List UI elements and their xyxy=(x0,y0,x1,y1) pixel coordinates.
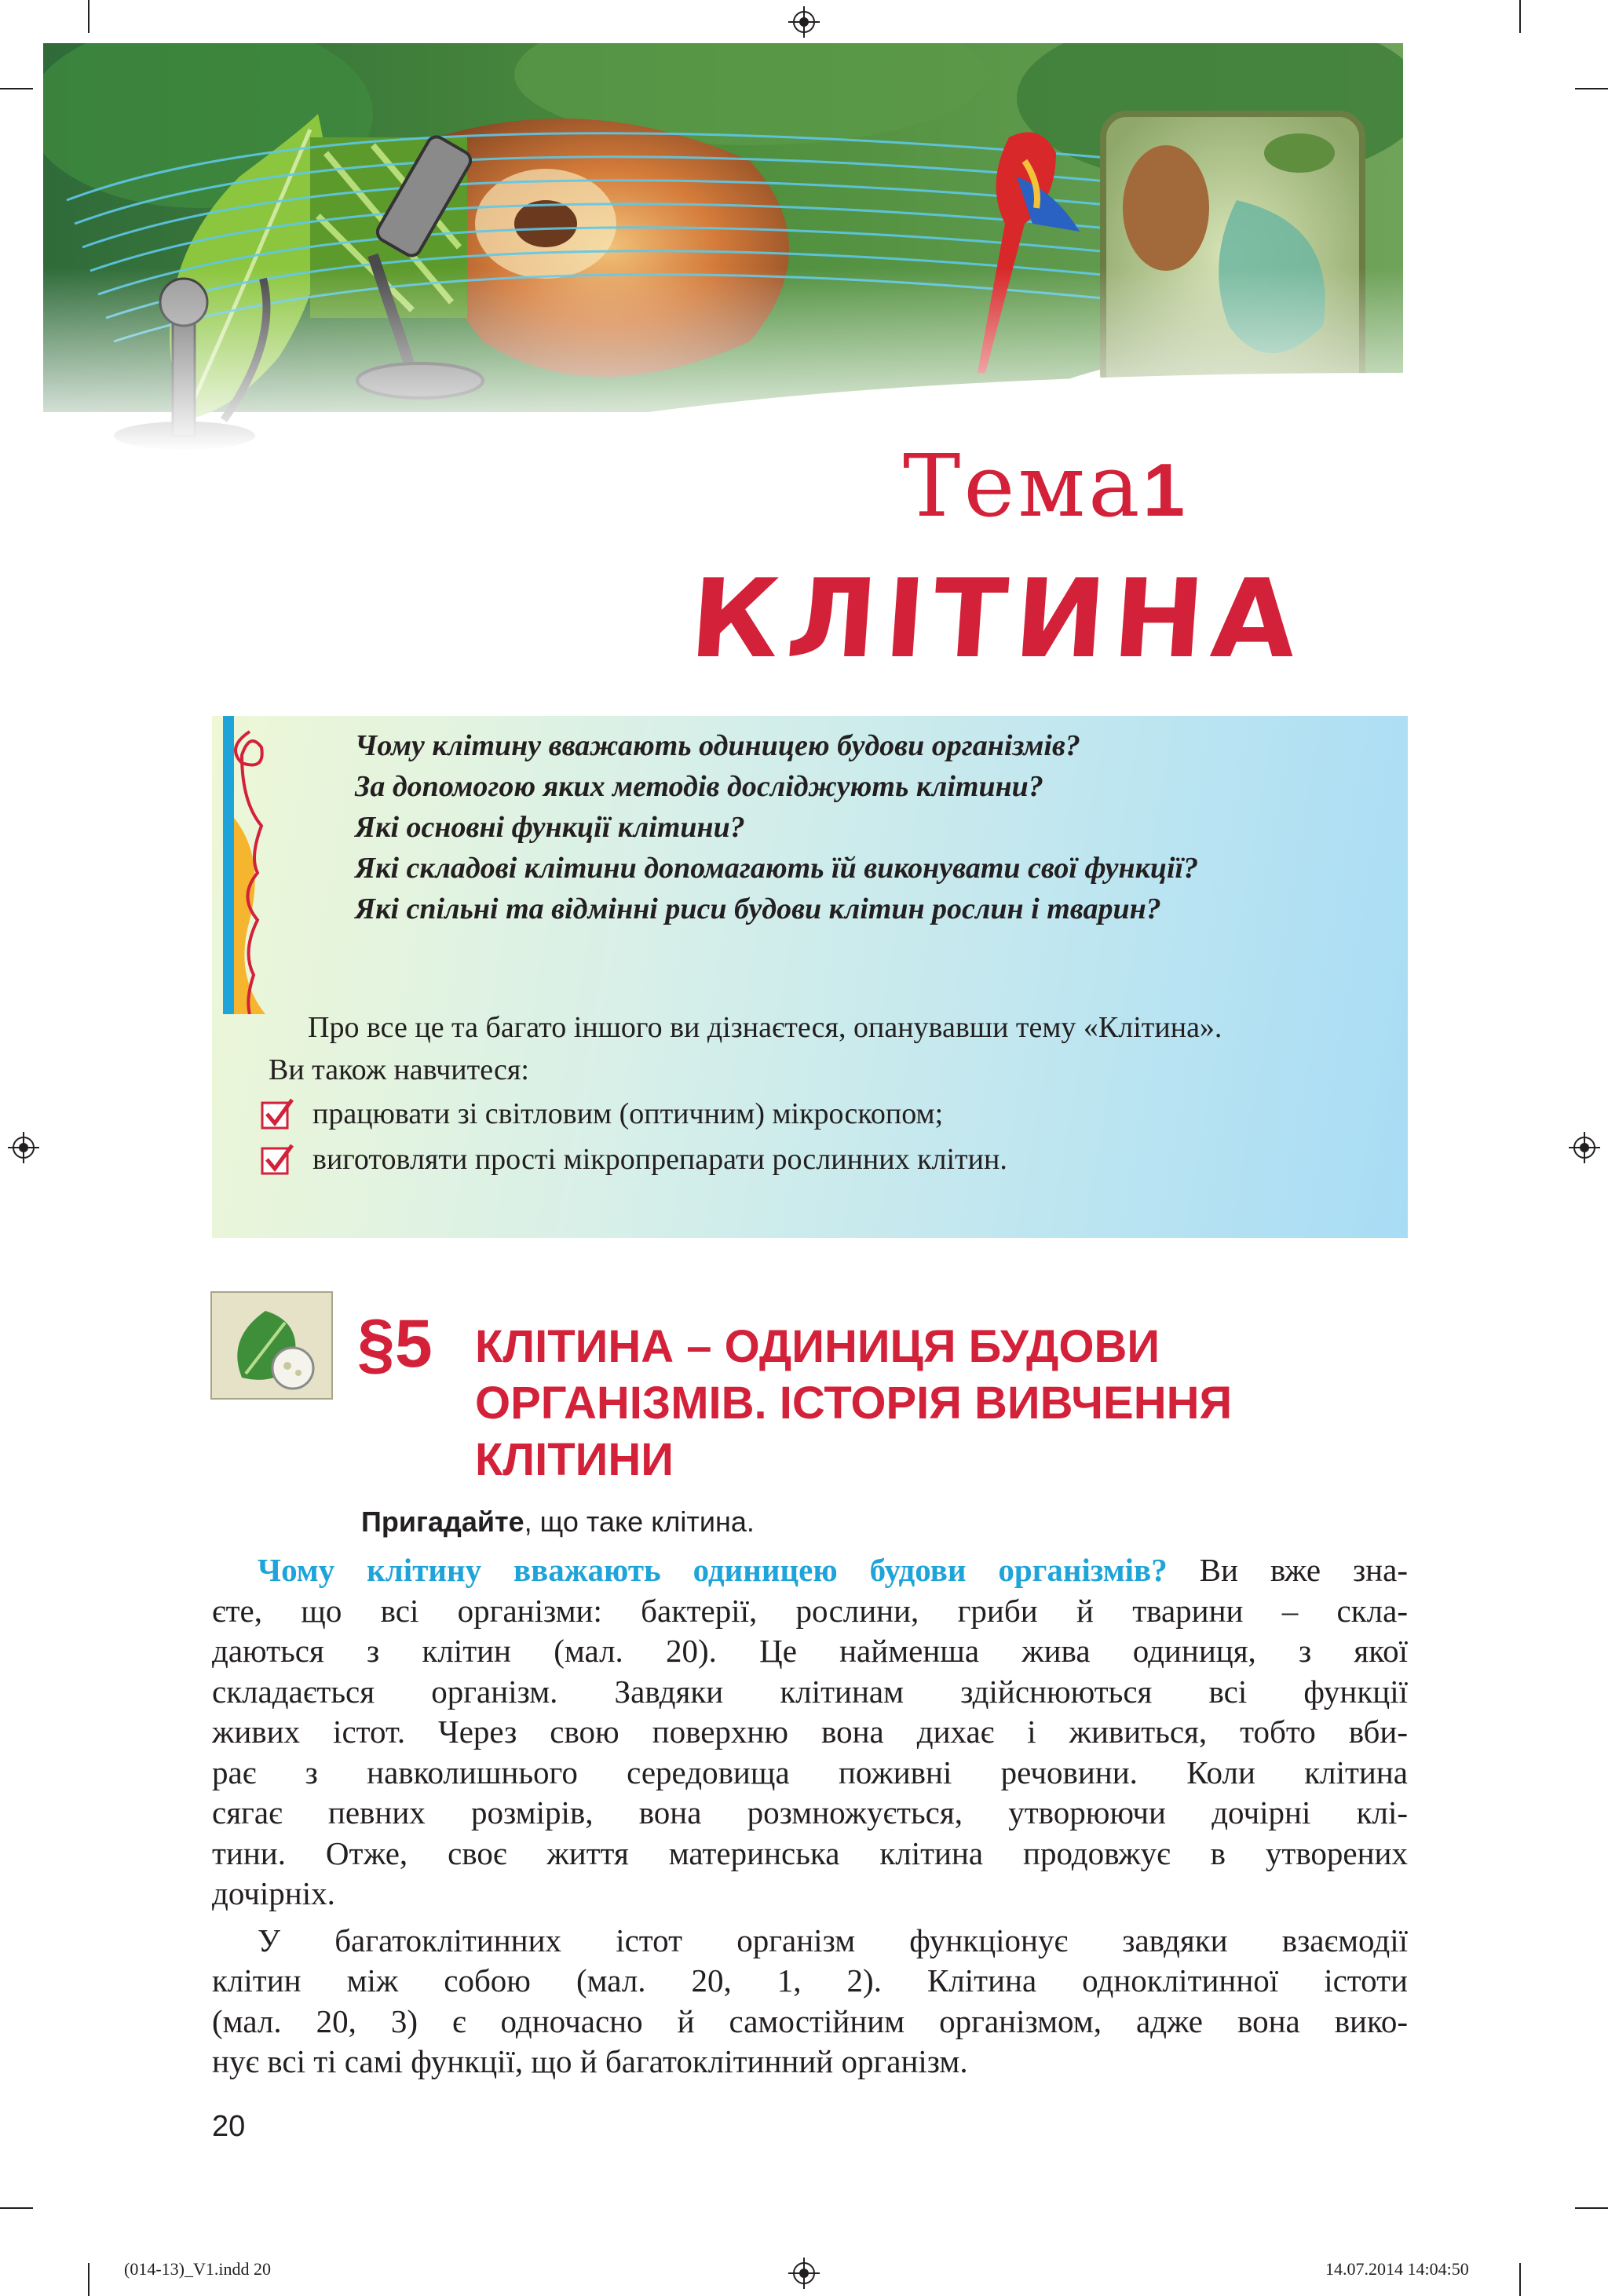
topic-banner-illustration xyxy=(43,43,1403,451)
registration-mark-icon xyxy=(788,2258,820,2289)
print-slug-file: (014-13)_V1.indd 20 xyxy=(124,2259,271,2279)
registration-mark-icon xyxy=(1569,1132,1600,1163)
crop-mark xyxy=(1575,88,1608,89)
topic-label-word: Тема xyxy=(903,436,1143,536)
inline-question-highlight: Чому клітину вважають одиницею будови організмів? xyxy=(258,1552,1168,1588)
question-item: Чому клітину вважають одиницею будови організмів? xyxy=(355,729,1080,762)
paragraph-line: сягає певних розмірів, вона розмножується, утворюючи дочірні клі- xyxy=(212,1794,1408,1831)
crop-mark xyxy=(1575,2207,1608,2209)
crop-mark xyxy=(0,88,33,89)
topic-questions xyxy=(355,725,1360,929)
paragraph-line: дочірніх. xyxy=(212,1875,335,1911)
paragraph-line: єте, що всі організми: бактерії, рослини, гриби й тварини – скла- xyxy=(212,1592,1408,1629)
section-title-line: КЛІТИНА – ОДИНИЦЯ БУДОВИ xyxy=(475,1321,1160,1372)
question-item: Які спільні та відмінні риси будови клітин рослин і тварин? xyxy=(355,892,1161,925)
registration-mark-icon xyxy=(8,1132,39,1163)
registration-mark-icon xyxy=(788,6,820,38)
topic-label-number: 1 xyxy=(1142,448,1188,532)
paragraph-line: живих істот. Через свою поверхню вона дихає і живиться, тобто вби- xyxy=(212,1714,1408,1750)
paragraph-line: Чому клітину вважають одиницею будови організмів? Ви вже зна- xyxy=(258,1552,1408,1588)
paragraph-line: тини. Отже, своє життя материнська клітина продовжує в утворених xyxy=(212,1834,1408,1871)
topic-title: КЛІТИНА xyxy=(685,556,1308,682)
checkbox-checked-icon xyxy=(261,1097,295,1131)
intro-box xyxy=(212,716,1408,1238)
decorative-ribbon-icon xyxy=(218,716,273,1014)
question-item: За допомогою яких методів досліджують клітини? xyxy=(355,770,1043,803)
intro-text xyxy=(269,1006,1368,1182)
skill-text: працювати зі світловим (оптичним) мікроскопом; xyxy=(312,1097,944,1130)
section-title-line: ОРГАНІЗМІВ. ІСТОРІЯ ВИВЧЕННЯ xyxy=(475,1378,1233,1429)
print-slug-date: 14.07.2014 14:04:50 xyxy=(1325,2259,1469,2279)
skill-item xyxy=(261,1137,1368,1182)
paragraph-line: даються з клітин (мал. 20). Це найменша жива одиниця, з якої xyxy=(212,1633,1408,1669)
skills-lead: Ви також навчитеся: xyxy=(269,1053,529,1086)
recall-bold: Пригадайте xyxy=(361,1506,524,1538)
section-title-line: КЛІТИНИ xyxy=(475,1434,674,1485)
crop-mark xyxy=(1519,0,1521,33)
paragraph-line: У багатоклітинних істот організм функціонує завдяки взаємодії xyxy=(258,1922,1408,1958)
crop-mark xyxy=(88,2263,90,2296)
paragraph-line: клітин між собою (мал. 20, 1, 2). Клітина одноклітинної істоти xyxy=(212,1962,1408,1999)
topic-label xyxy=(903,436,1296,538)
intro-overview: Про все це та багато іншого ви дізнаєтеся, опанувавши тему «Клітина». xyxy=(308,1011,1222,1044)
paragraph-line: складається організм. Завдяки клітинам здійснюються всі функції xyxy=(212,1673,1408,1710)
page-number: 20 xyxy=(212,2110,246,2143)
recall-rest: , що таке клітина. xyxy=(524,1506,755,1538)
crop-mark xyxy=(1519,2263,1521,2296)
section-title xyxy=(475,1319,1378,1488)
paragraph-line: (мал. 20, 3) є одночасно й самостійним організмом, адже вона вико- xyxy=(212,2002,1408,2039)
skill-item xyxy=(261,1091,1368,1137)
body-text xyxy=(212,1550,1408,2082)
question-item: Які складові клітини допомагають їй виконувати свої функції? xyxy=(355,852,1199,885)
checkbox-checked-icon xyxy=(261,1142,295,1177)
skill-text: виготовляти прості мікропрепарати рослинних клітин. xyxy=(312,1143,1007,1176)
recall-prompt xyxy=(361,1503,1303,1541)
paragraph-line: рає з навколишнього середовища поживні речовини. Коли клітина xyxy=(212,1754,1408,1790)
section-number: §5 xyxy=(357,1306,433,1382)
question-item: Які основні функції клітини? xyxy=(355,811,745,844)
crop-mark xyxy=(88,0,90,33)
leaf-cell-icon xyxy=(210,1291,333,1400)
crop-mark xyxy=(0,2207,33,2209)
paragraph-line: нує всі ті самі функції, що й багатоклітинний організм. xyxy=(212,2043,968,2079)
